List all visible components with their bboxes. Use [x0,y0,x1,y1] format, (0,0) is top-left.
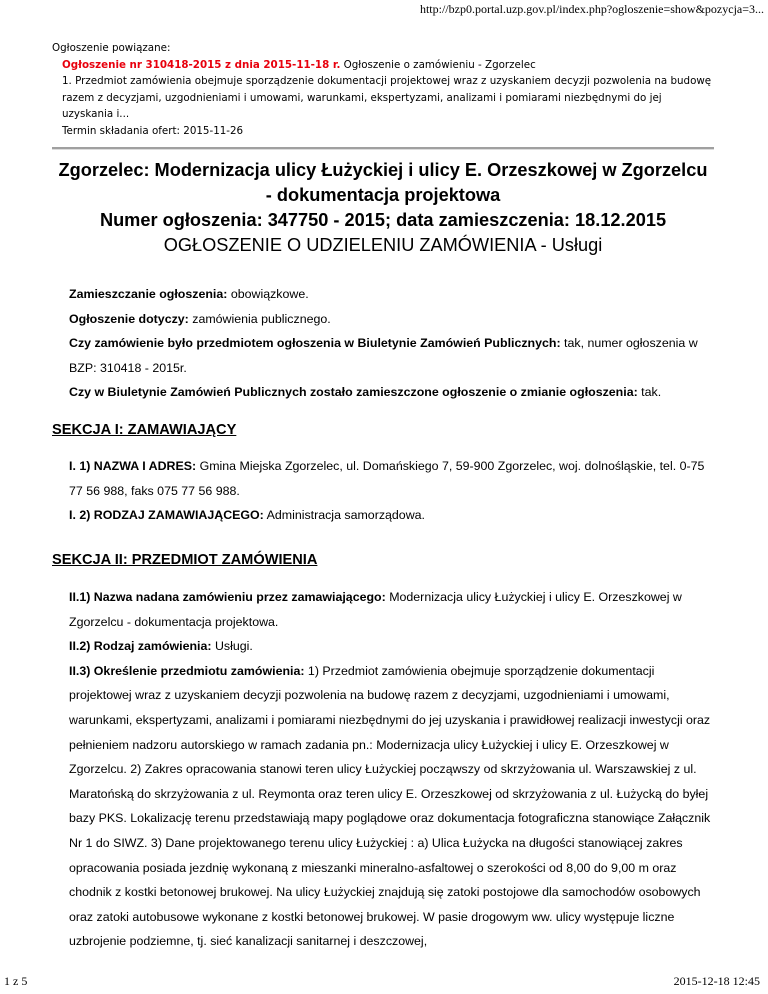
meta-placement-label: Zamieszczanie ogłoszenia: [69,287,228,301]
section-2-contract-type-label: II.2) Rodzaj zamówienia: [69,639,212,654]
section-1-authority-type-value: Administracja samorządowa. [263,508,425,523]
related-notice-body [52,57,712,140]
meta-bzp-value: tak, numer ogłoszenia w BZP: 310418 - 2015r. [69,336,698,375]
meta-concerns-label: Ogłoszenie dotyczy: [69,311,189,326]
meta-change [69,380,719,405]
notice-title-line1: Zgorzelec: Modernizacja ulicy Łużyckiej i ulicy E. Orzeszkowej w Zgorzelcu [58,160,708,180]
horizontal-divider [52,147,714,150]
meta-bzp [69,331,719,380]
section-2-contract-name [69,585,719,634]
meta-concerns-value: zamówienia publicznego. [188,311,331,326]
section-1-name-address-label: I. 1) NAZWA I ADRES: [69,459,197,473]
section-1-heading: SEKCJA I: ZAMAWIAJĄCY [52,422,237,438]
section-2-heading: SEKCJA II: PRZEDMIOT ZAMÓWIENIA [52,552,318,568]
section-2-subject [69,659,719,954]
section-2-contract-name-value: Modernizacja ulicy Łużyckiej i ulicy E. Orzeszkowej w Zgorzelcu - dokumentacja projektowa. [69,590,682,629]
meta-concerns [69,307,719,332]
section-2-contract-name-label: II.1) Nazwa nadana zamówieniu przez zamawiającego: [69,590,386,604]
related-notice-description: 1. Przedmiot zamówienia obejmuje sporządzenie dokumentacji projektowej wraz z uzyskaniem decyzji pozwolenia na budowę razem z decyzjami, uzgodnieniami i umowami, warunkami, ekspertyzami, analizami i pomiarami niezbędnymi do jej uzyskania i... [62,75,712,120]
meta-change-label: Czy w Biuletynie Zamówień Publicznych zostało zamieszczone ogłoszenie o zmianie ogłoszenia: [69,385,638,400]
section-1-authority-type [69,503,719,528]
related-notice-line [62,57,712,74]
print-datetime: 2015-12-18 12:45 [673,974,760,988]
related-notice-heading: Ogłoszenie powiązane: [52,42,171,54]
section-2-contract-type-value: Usługi. [211,639,253,654]
section-1-authority-type-label: I. 2) RODZAJ ZAMAWIAJĄCEGO: [69,508,264,523]
related-notice-type: Ogłoszenie o zamówieniu - Zgorzelec [340,58,536,71]
section-2-subject-value: 1) Przedmiot zamówienia obejmuje sporządzenie dokumentacji projektowej wraz z uzyskaniem decyzji pozwolenia na budowę razem z decyzjami, uzgodnieniami i umowami, warunkami, ekspertyzami, analizami i pomiarami niezbędnymi do jej uzyskania i prawidłowej realizacji inwestycji oraz pełnieniem nadzoru autorskiego w ramach zadania pn.: Modernizacja ulicy Łużyckiej i ulicy E. Orzeszkowej w Zgorzelcu. 2) Zakres opracowania stanowi teren ulicy Łużyckiej począwszy od skrzyżowania ul. Warszawskiej z ul. Maratońską do skrzyżowania z ul. Reymonta oraz teren ulicy E. Orzeszkowej od skrzyżowania z ul. Łużycką do byłej bazy PKS. Lokalizację terenu przedstawiają mapy poglądowe oraz dokumentacja fotograficzna stanowiące Załącznik Nr 1 do SIWZ. 3) Dane projektowanego terenu ulicy Łużyckiej : a) Ulica Łużycka na długości stanowiącej zakres opracowania posiada jezdnię wykonaną z mieszanki mineralno-asfaltowej o szerokości od 8,00 do 9,00 m oraz chodnik z kostki betonowej brukowej. Na ulicy Łużyckiej znajdują się zatoki postojowe dla samochodów osobowych oraz zatoki autobusowe wykonane z kostki betonowej brukowej. W pasie drogowym ww. ulicy występuje liczne uzbrojenie podziemne, tj. sieć kanalizacji sanitarnej i deszczowej, [69,663,711,949]
section-1-content [69,454,719,528]
section-2-content [69,585,719,954]
related-notice-box [52,40,712,139]
notice-title-line2: - dokumentacja projektowa [265,185,501,205]
related-notice-deadline: Termin składania ofert: 2015-11-26 [62,124,244,137]
section-2-subject-label: II.3) Określenie przedmiotu zamówienia: [69,663,305,678]
notice-title-block [52,158,714,258]
section-1-name-address-value: Gmina Miejska Zgorzelec, ul. Domańskiego 7, 59-900 Zgorzelec, woj. dolnośląskie, tel. 0-75 77 56 988, faks 075 77 56 988. [69,459,705,498]
meta-change-value: tak. [637,385,662,400]
page-number: 1 z 5 [4,974,28,988]
notice-number-line: Numer ogłoszenia: 347750 - 2015; data zamieszczenia: 18.12.2015 [99,210,667,230]
section-2-contract-type [69,634,719,659]
meta-placement-value: obowiązkowe. [227,287,309,301]
related-notice-link[interactable]: Ogłoszenie nr 310418-2015 z dnia 2015-11-18 r. [62,58,341,71]
section-1-name-address [69,454,719,503]
print-url-header: http://bzp0.portal.uzp.gov.pl/index.php?ogloszenie=show&pozycja=3... [419,2,764,16]
meta-bzp-label: Czy zamówienie było przedmiotem ogłoszenia w Biuletynie Zamówień Publicznych: [69,336,561,351]
notice-meta [69,282,719,405]
meta-placement [69,282,719,307]
notice-type-line: OGŁOSZENIE O UDZIELENIU ZAMÓWIENIA - Usługi [163,235,603,255]
